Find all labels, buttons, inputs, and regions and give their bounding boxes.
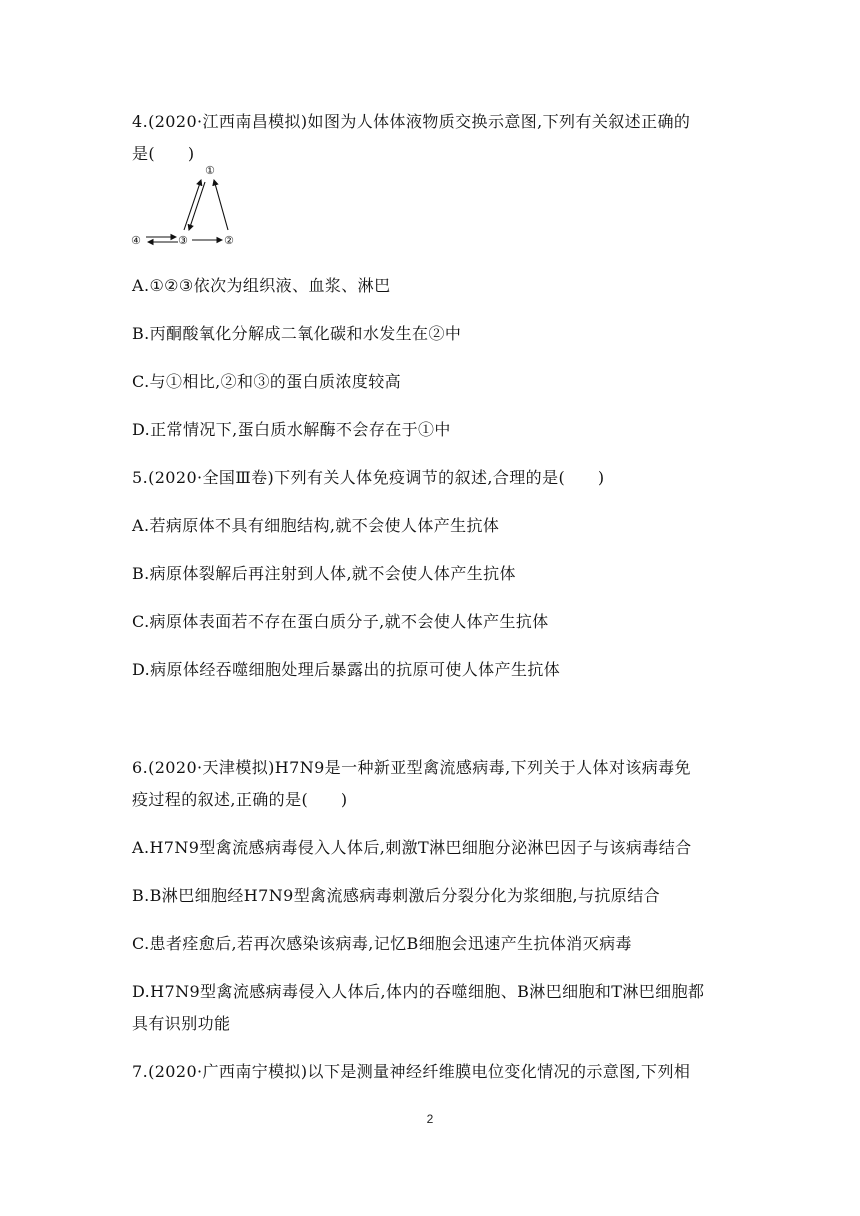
node-4-label: ④ (131, 234, 141, 247)
q5-option-c: C.病原体表面若不存在蛋白质分子,就不会使人体产生抗体 (132, 612, 549, 631)
q5-option-d: D.病原体经吞噬细胞处理后暴露出的抗原可使人体产生抗体 (132, 660, 561, 679)
arrow-1-to-3 (189, 182, 205, 230)
q6-option-d-line-1: D.H7N9型禽流感病毒侵入人体后,体内的吞噬细胞、B淋巴细胞和T淋巴细胞都 (132, 982, 705, 1001)
arrow-3-to-1 (184, 180, 201, 230)
q4-option-b: B.丙酮酸氧化分解成二氧化碳和水发生在②中 (132, 324, 462, 343)
q6-option-b: B.B淋巴细胞经H7N9型禽流感病毒刺激后分裂分化为浆细胞,与抗原结合 (132, 886, 661, 905)
node-1-label: ① (205, 164, 215, 177)
page-number: 2 (426, 1112, 434, 1126)
node-3-label: ③ (178, 234, 188, 247)
q4-option-a: A.①②③依次为组织液、血浆、淋巴 (132, 276, 391, 295)
q6-option-a: A.H7N9型禽流感病毒侵入人体后,刺激T淋巴细胞分泌淋巴因子与该病毒结合 (132, 838, 692, 857)
q6-option-c: C.患者痊愈后,若再次感染该病毒,记忆B细胞会迅速产生抗体消灭病毒 (132, 934, 632, 953)
q4-option-d: D.正常情况下,蛋白质水解酶不会存在于①中 (132, 420, 451, 439)
q6-option-d-line-2: 具有识别功能 (132, 1014, 231, 1033)
body-fluid-exchange-diagram (126, 158, 246, 254)
q4-stem-line-1: 4.(2020·江西南昌模拟)如图为人体体液物质交换示意图,下列有关叙述正确的 (132, 112, 691, 131)
q6-stem-line-2: 疫过程的叙述,正确的是( ) (132, 790, 348, 809)
q4-option-c: C.与①相比,②和③的蛋白质浓度较高 (132, 372, 402, 391)
q6-stem-line-1: 6.(2020·天津模拟)H7N9是一种新亚型禽流感病毒,下列关于人体对该病毒免 (132, 758, 691, 777)
q5-option-b: B.病原体裂解后再注射到人体,就不会使人体产生抗体 (132, 564, 516, 583)
q5-stem-line-1: 5.(2020·全国Ⅲ卷)下列有关人体免疫调节的叙述,合理的是( ) (132, 468, 605, 487)
q7-stem-line-1: 7.(2020·广西南宁模拟)以下是测量神经纤维膜电位变化情况的示意图,下列相 (132, 1062, 691, 1081)
arrow-2-to-1 (214, 180, 228, 230)
node-2-label: ② (224, 234, 234, 247)
q5-option-a: A.若病原体不具有细胞结构,就不会使人体产生抗体 (132, 516, 500, 535)
q4-stem-line-2: 是( ) (132, 144, 195, 163)
